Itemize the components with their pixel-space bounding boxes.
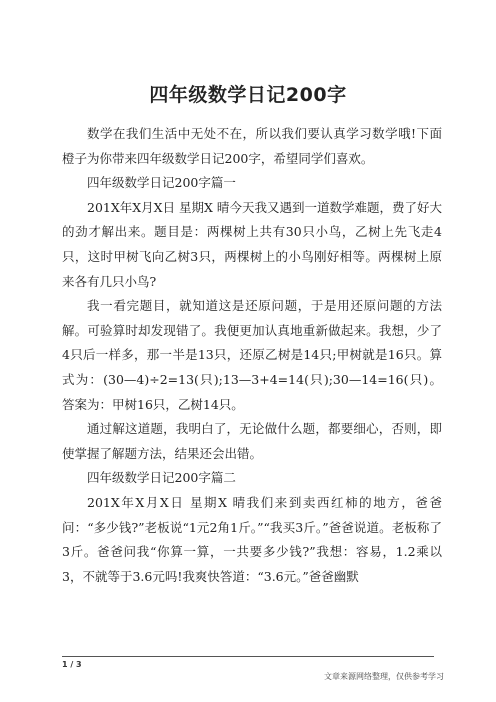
article-body xyxy=(62,122,442,589)
intro-paragraph: 数学在我们生活中无处不在，所以我们要认真学习数学哦!下面橙子为你带来四年级数学日记200字，希望同学们喜欢。 xyxy=(62,126,442,166)
body-paragraph: 我一看完题目，就知道这是还原问题，于是用还原问题的方法解。可验算时却发现错了。我便更加认真地重新做起来。我想，少了4只后一样多，那一半是13只，还原乙树是14只;甲树就是16只。算式为：(30—4)÷2=13(只);13—3+4=14(只);30—14=16(只)。答案为：甲树16只，乙树14只。 xyxy=(62,298,442,412)
body-paragraph: 通过解这道题，我明白了，无论做什么题，都要细心，否则，即使掌握了解题方法，结果还会出错。 xyxy=(62,421,442,461)
page-title: 四年级数学日记200字 xyxy=(149,84,347,106)
footer-divider xyxy=(62,656,434,657)
page-number: 1 / 3 xyxy=(62,660,82,669)
footer-note: 文章来源网络整理，仅供参考学习 xyxy=(324,672,444,681)
section-heading-2: 四年级数学日记200字篇二 xyxy=(87,470,236,486)
body-paragraph: 201X年X月X日 星期X 晴我们来到卖西红柿的地方，爸爸问：“多少钱?”老板说“1元2角1斤。”“我买3斤。”爸爸说道。老板称了3斤。爸爸问我“你算一算，一共要多少钱?”我想：容易，1.2乘以3，不就等于3.6元吗!我爽快答道：“3.6元。”爸爸幽默 xyxy=(62,494,442,584)
body-paragraph: 201X年X月X日 星期X 晴今天我又遇到一道数学难题，费了好大的劲才解出来。题目是：两棵树上共有30只小鸟，乙树上先飞走4只，这时甲树飞向乙树3只，两棵树上的小鸟刚好相等。两棵树上原来各有几只小鸟? xyxy=(62,199,442,289)
section-heading-1: 四年级数学日记200字篇一 xyxy=(87,175,236,191)
